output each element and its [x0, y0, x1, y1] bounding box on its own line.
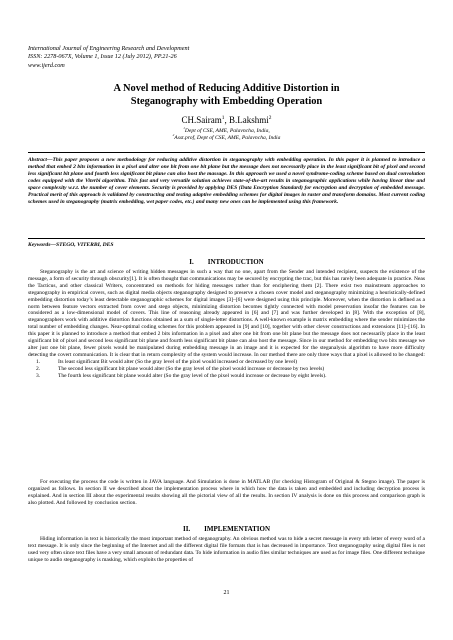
list-item-text: Its least significant Bit would alter (So the gray level of the pixel would increased or decreased by one level) — [58, 358, 298, 365]
author-1: CH.Sairam — [181, 115, 222, 125]
author-1-marker: 1 — [221, 115, 225, 121]
abstract-top-rule — [28, 152, 425, 153]
paper-title-line-2: Steganography with Embedding Operation — [130, 95, 323, 107]
section-2-title: IMPLEMENTATION — [204, 525, 271, 533]
author-2: B.Lakshmi — [229, 115, 269, 125]
section-heading-introduction — [28, 258, 425, 267]
introduction-paragraph-1: Steganography is the art and science of writing hidden messages in such a way that no one, apart from the Sender and intended recipient, suspects the existence of the message, a form of security through obscurity[1]. It is often thought that communications may be secured by encrypting the trac, but this has rarely been adequate in practice. Neas the Tacticus, and other classical Writers, concentrated on methods for hiding messages rather than for enciphering them [2]. There exist two mainstream approaches to steganography in empirical covers, such as digital media objects steganography designed to preserve a chosen cover model and steganography minimizing a heuristically-defined embedding distortion today’s least detectable steganographic schemes for digital images [3]–[6] were designed using this principle. Moreover, when the distortion is defined as a norm between feature vectors extracted from cover and stego objects, minimizing distortion becomes tightly connected with model preservation insofar the features can be considered as a low-dimensional model of covers. This line of reasoning already appeared in [6] and [7] and was further developed in [8]. With the exception of [8], steganographers work with additive distortion functions obtained as a sum of single-letter distortions. A well-known example is matrix embedding where the sender minimizes the total number of embedding changes. Near-optimal coding schemes for this problem appeared in [9] and [10], together with other clever constructions and extensions [11]–[16]. In this paper it is planned to introduce a method that embed 2 bits information in a pixel and alter one bit from one bit plane but the message does not necessarily place in the least significant bit of pixel and second less significant bit plane and fourth less significant bit plane can also host the message. Since in our method for embedding two bits message we alter just one bit plane, fewer pixels would be manipulated during embedding message in an image and it is expected for the steganalysis algorithm to have more difficulty detecting the covert communication. It is clear that in return complexity of the system would increase. In our method there are only three ways that a pixel is allowed to be changed: — [28, 269, 425, 358]
affiliation-1-marker: 1 — [183, 126, 185, 131]
list-item — [28, 359, 425, 366]
author-separator: , — [224, 115, 229, 125]
list-item-number: 2. — [36, 365, 41, 372]
section-1-title: INTRODUCTION — [207, 258, 264, 266]
page-number: 21 — [223, 590, 230, 596]
implementation-body — [28, 536, 425, 564]
keywords: Keywords—STEGO, VITERBI, DES — [28, 242, 114, 248]
affiliations — [40, 128, 413, 143]
introduction-closing — [28, 479, 425, 507]
affiliation-2-marker: 2 — [172, 133, 175, 138]
list-item-number: 1. — [36, 358, 41, 365]
journal-name: International Journal of Engineering Research and Development — [28, 45, 190, 52]
journal-header — [28, 45, 328, 70]
introduction-paragraph-2: For executing the process the code is written in JAVA language. And Simulation is done in MATLAB (for checking Histogram of Original & Stegno image). The paper is organized as follows. In section II we described about the implementation process where in which how the data is taken and embedded and including decryption process is explained. And in section III about the experimental results showing all the pictorial view of all the results. In section IV analysis is done on this process and comparison graph is also plotted. And followed by conclusion section. — [28, 479, 425, 506]
introduction-body — [28, 269, 425, 380]
section-1-number: I. — [189, 258, 194, 266]
section-2-number: II. — [182, 525, 191, 533]
list-item-text: The fourth less significant bit plane would alter (So the gray level of the pixel would increase or decrease by eight levels). — [58, 372, 327, 379]
author-2-marker: 2 — [268, 115, 272, 121]
author-line — [40, 115, 413, 126]
list-item-number: 3. — [36, 372, 41, 379]
change-ways-list — [28, 359, 425, 380]
section-heading-implementation — [28, 525, 425, 534]
abstract-bottom-rule — [28, 238, 425, 239]
list-item — [28, 373, 425, 380]
abstract: Abstract—This paper proposes a new methodology for reducing additive distortion in steganography with embedding operation. In this paper it is planned to introduce a method that embed 2 bits information in a pixel and alter one bit from one bit plane but the message does not necessarily place in the least significant bit of pixel and second less significant bit plane and fourth less significant bit plane can also host the massage. In this approach we used a novel syndrome-coding scheme based on dual convolution codes equipped with the Viterbi algorithm. This fast and very versatile solution achieves state-of-the-art results in steganographic applications while having linear time and space complexity w.r.t. the number of cover elements. Security is provided by applying DES (Data Encryption Standard) for encryption and decryption of embedded message. Practical merit of this approach is validated by constructing and testing adaptive embedding schemes for digital images in raster and transform domains. Most current coding schemes used in steganography (matrix embedding, wet paper codes, etc.) and many new ones can be implemented using this framework. — [28, 157, 425, 206]
list-item-text: The second less significant bit plane would alter (So the gray level of the pixel would increase or decrease by two levels) — [58, 365, 325, 372]
paper-title — [40, 83, 413, 109]
paper-title-line-1: A Novel method of Reducing Additive Distortion in — [113, 83, 340, 94]
journal-issn: ISSN: 2278-067X, Volume 1, Issue 12 (July 2012), PP.21-26 — [28, 53, 177, 61]
list-item — [28, 366, 425, 373]
affiliation-2 — [40, 135, 413, 142]
journal-website: www.ijerd.com — [28, 61, 65, 69]
affiliation-1-text: Dept of CSE, AME, Palavncha, India, — [184, 128, 270, 134]
affiliation-2-text: Asst.prof, Dept of CSE, AME, Palavncha, India — [174, 135, 281, 142]
implementation-paragraph-1: Hiding information in text is historically the most important method of steganography. An obvious method was to hide a secret message in every nth letter of every word of a text message. It is only since the beginning of the Internet and all the different digital file formats that is has decreased in importance. Text steganography using digital files is not used very often since text files have a very small amount of redundant data. To hide information in audio files similar techniques are used as for image files. One different technique unique to audio steganography is masking, which exploits the properties of — [28, 536, 425, 563]
